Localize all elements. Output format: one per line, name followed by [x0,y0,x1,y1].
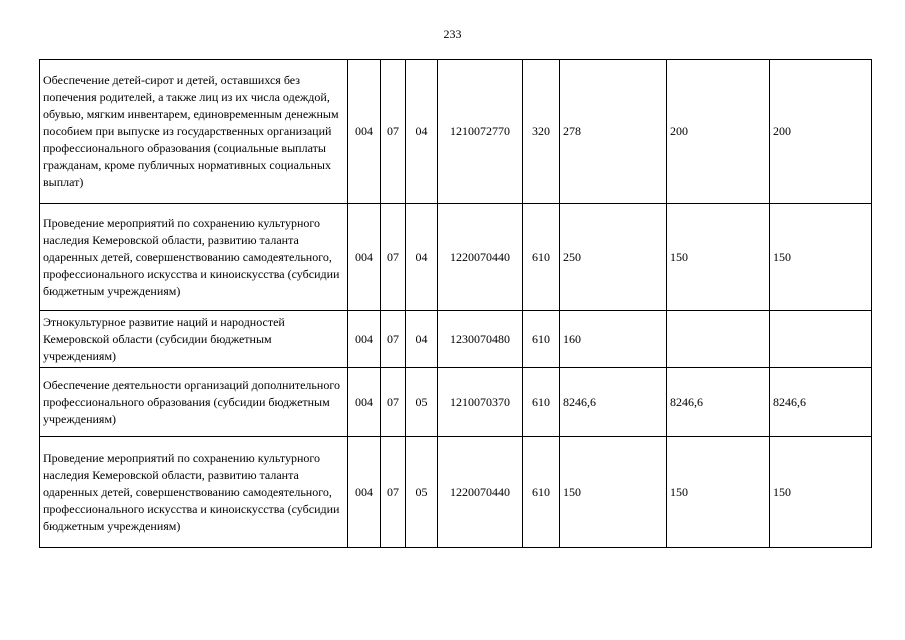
amount-year2-cell: 8246,6 [667,368,770,437]
amount-year3-cell [770,311,872,368]
expense-type-cell: 610 [523,437,560,548]
target-article-cell: 1210072770 [438,60,523,204]
subsection-code-cell: 05 [406,368,438,437]
table-row [40,60,872,204]
ved-code-cell: 004 [348,60,381,204]
target-article-cell: 1220070440 [438,204,523,311]
ved-code-cell: 004 [348,311,381,368]
amount-year3-cell: 150 [770,437,872,548]
amount-year2-cell: 200 [667,60,770,204]
row-name-cell: Обеспечение деятельности организаций дополнительного профессионального образования (субсидии бюджетным учреждениям) [40,368,348,437]
section-code-cell: 07 [381,204,406,311]
ved-code-cell: 004 [348,368,381,437]
subsection-code-cell: 04 [406,311,438,368]
row-name-cell: Обеспечение детей-сирот и детей, оставшихся без попечения родителей, а также лиц из их числа одеждой, обувью, мягким инвентарем, единовременным денежным пособием при выпуске из государственных организаций профессионального образования (социальные выплаты гражданам, кроме публичных нормативных социальных выплат) [40,60,348,204]
amount-year3-cell: 8246,6 [770,368,872,437]
ved-code-cell: 004 [348,437,381,548]
row-name-cell: Этнокультурное развитие наций и народностей Кемеровской области (субсидии бюджетным учреждениям) [40,311,348,368]
budget-table [39,59,872,548]
expense-type-cell: 610 [523,311,560,368]
ved-code-cell: 004 [348,204,381,311]
section-code-cell: 07 [381,368,406,437]
table-row [40,204,872,311]
expense-type-cell: 610 [523,204,560,311]
target-article-cell: 1210070370 [438,368,523,437]
target-article-cell: 1230070480 [438,311,523,368]
amount-year1-cell: 150 [560,437,667,548]
row-name-cell: Проведение мероприятий по сохранению культурного наследия Кемеровской области, развитию таланта одаренных детей, совершенствованию самодеятельного, профессионального искусства и киноискусства (субсидии бюджетным учреждениям) [40,204,348,311]
amount-year1-cell: 8246,6 [560,368,667,437]
amount-year3-cell: 150 [770,204,872,311]
table-row [40,368,872,437]
subsection-code-cell: 04 [406,60,438,204]
expense-type-cell: 320 [523,60,560,204]
subsection-code-cell: 04 [406,204,438,311]
section-code-cell: 07 [381,311,406,368]
amount-year2-cell: 150 [667,204,770,311]
table-row [40,437,872,548]
expense-type-cell: 610 [523,368,560,437]
section-code-cell: 07 [381,60,406,204]
amount-year1-cell: 250 [560,204,667,311]
amount-year3-cell: 200 [770,60,872,204]
table-row [40,311,872,368]
target-article-cell: 1220070440 [438,437,523,548]
amount-year2-cell [667,311,770,368]
subsection-code-cell: 05 [406,437,438,548]
page-number: 233 [443,27,462,41]
amount-year1-cell: 278 [560,60,667,204]
row-name-cell: Проведение мероприятий по сохранению культурного наследия Кемеровской области, развитию таланта одаренных детей, совершенствованию самодеятельного, профессионального искусства и киноискусства (субсидии бюджетным учреждениям) [40,437,348,548]
amount-year2-cell: 150 [667,437,770,548]
section-code-cell: 07 [381,437,406,548]
amount-year1-cell: 160 [560,311,667,368]
